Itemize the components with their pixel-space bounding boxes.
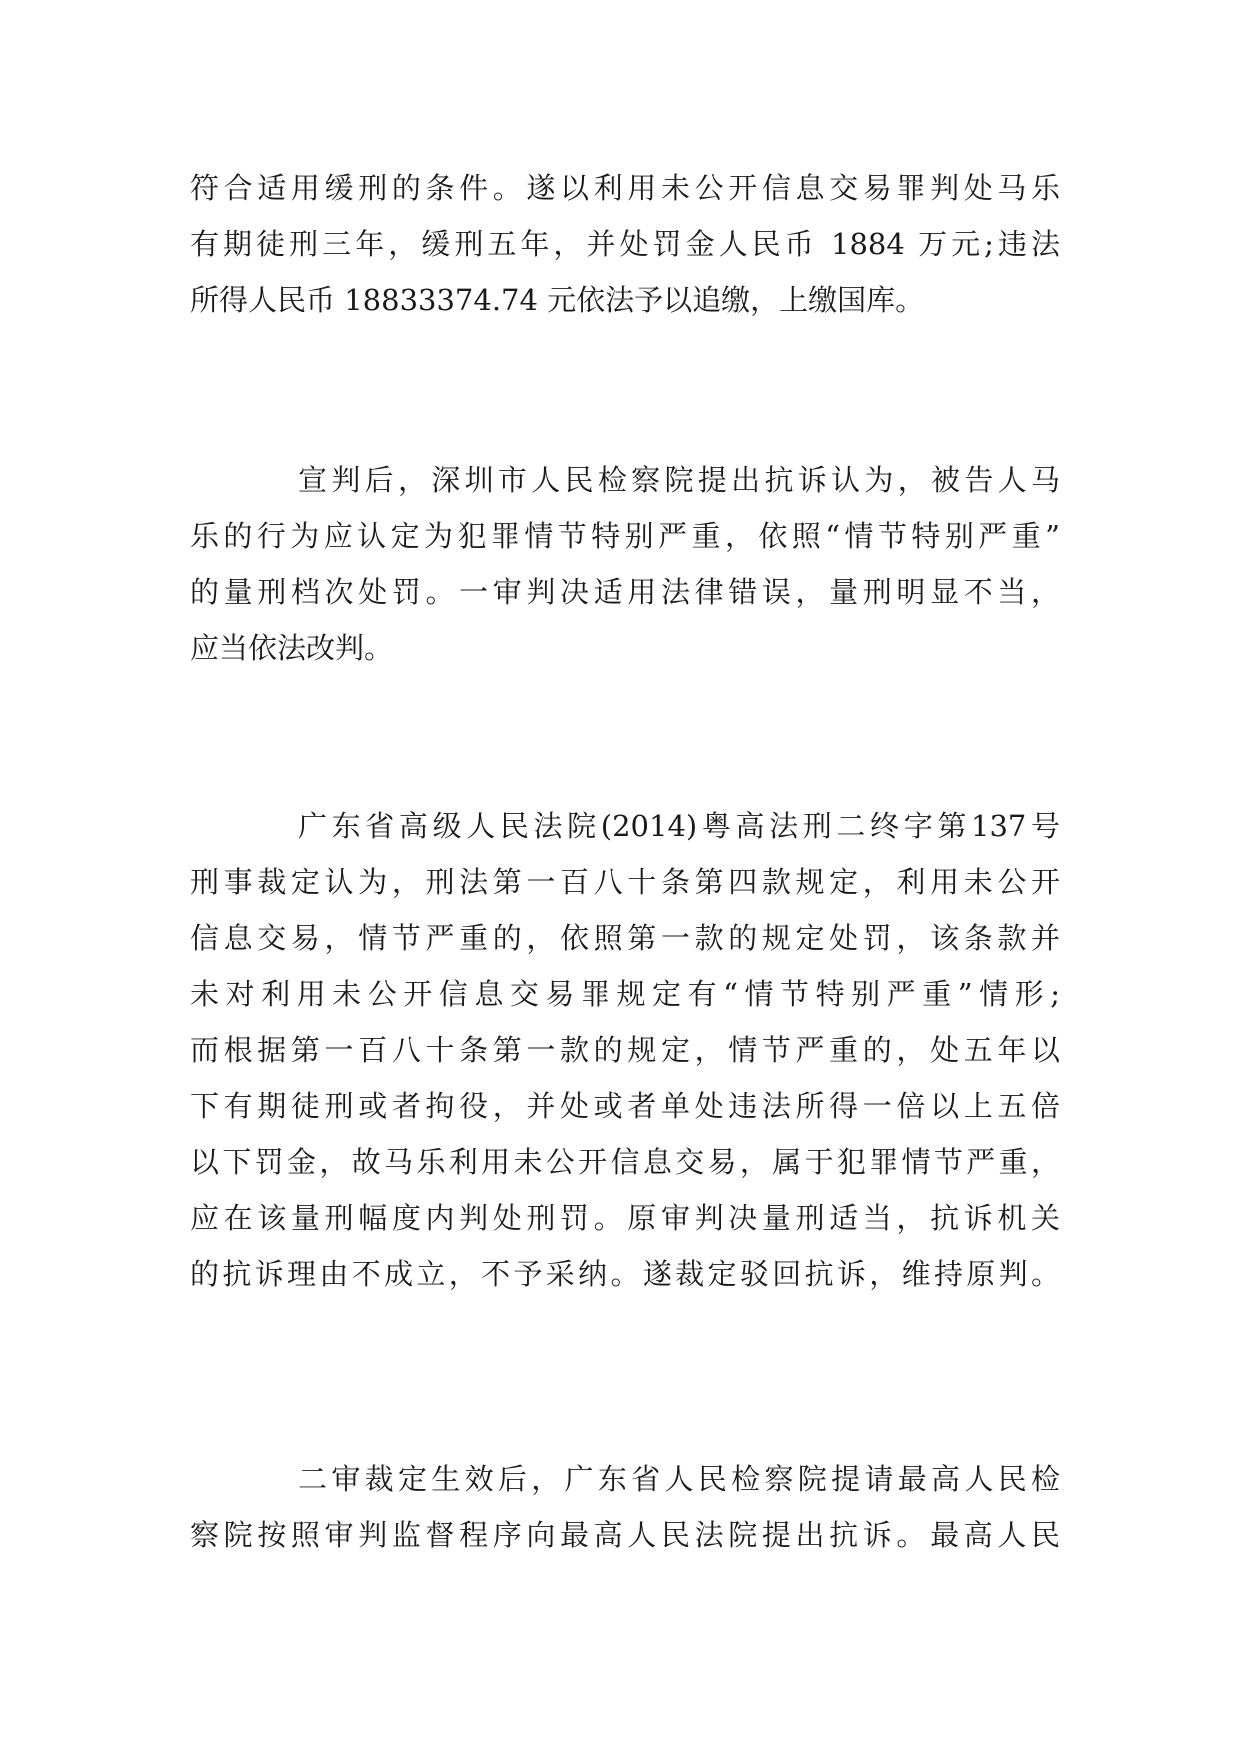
paragraph-line: 乐的行为应认定为犯罪情节特别严重，依照“情节特别严重” <box>190 519 1060 553</box>
paragraph-1 <box>190 160 1060 328</box>
paragraph-line: 广东省高级人民法院(2014)粤高法刑二终字第137号 <box>298 809 1060 843</box>
paragraph-line: 有期徒刑三年，缓刑五年，并处罚金人民币 1884 万元;违法 <box>190 227 1060 261</box>
paragraph-line: 宣判后，深圳市人民检察院提出抗诉认为，被告人马 <box>298 463 1060 497</box>
paragraph-line: 刑事裁定认为，刑法第一百八十条第四款规定，利用未公开 <box>190 865 1060 899</box>
paragraph-line: 应在该量刑幅度内判处刑罚。原审判决量刑适当，抗诉机关 <box>190 1201 1060 1235</box>
paragraph-line: 下有期徒刑或者拘役，并处或者单处违法所得一倍以上五倍 <box>190 1089 1060 1123</box>
paragraph-4 <box>190 1451 1060 1563</box>
paragraph-line: 而根据第一百八十条第一款的规定，情节严重的，处五年以 <box>190 1033 1060 1067</box>
paragraph-line: 的抗诉理由不成立，不予采纳。遂裁定驳回抗诉，维持原判。 <box>190 1257 1060 1291</box>
paragraph-line: 所得人民币 18833374.74 元依法予以追缴，上缴国库。 <box>190 283 925 317</box>
paragraph-3 <box>190 798 1060 1302</box>
paragraph-line: 符合适用缓刑的条件。遂以利用未公开信息交易罪判处马乐 <box>190 171 1060 205</box>
paragraph-line: 未对利用未公开信息交易罪规定有“情节特别严重”情形; <box>190 977 1060 1011</box>
paragraph-line: 信息交易，情节严重的，依照第一款的规定处罚，该条款并 <box>190 921 1060 955</box>
paragraph-line: 的量刑档次处罚。一审判决适用法律错误，量刑明显不当， <box>190 575 1060 609</box>
paragraph-line: 应当依法改判。 <box>190 631 394 665</box>
paragraph-line: 以下罚金，故马乐利用未公开信息交易，属于犯罪情节严重， <box>190 1145 1060 1179</box>
paragraph-line: 二审裁定生效后，广东省人民检察院提请最高人民检 <box>298 1462 1060 1496</box>
paragraph-2 <box>190 452 1060 676</box>
paragraph-line: 察院按照审判监督程序向最高人民法院提出抗诉。最高人民 <box>190 1518 1060 1552</box>
